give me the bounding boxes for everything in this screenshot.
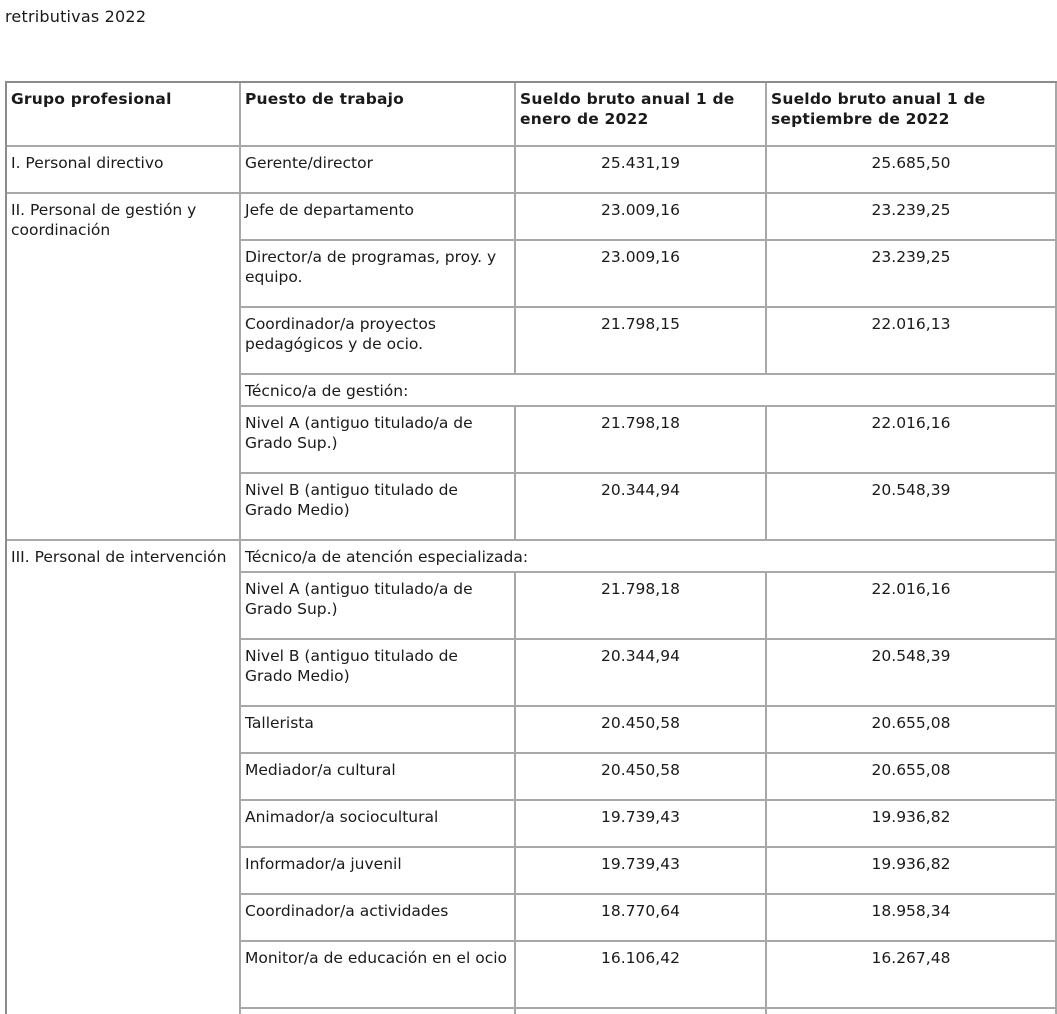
- cutoff-cell: [767, 1009, 1057, 1014]
- header-salary-january: Sueldo bruto anual 1 de enero de 2022: [516, 83, 767, 147]
- group-cell: I. Personal directivo: [7, 147, 241, 194]
- table-row: [7, 147, 1057, 194]
- job-cell: Mediador/a cultural: [241, 754, 516, 801]
- salary-january-cell: 21.798,15: [516, 308, 767, 375]
- job-cell: Tallerista: [241, 707, 516, 754]
- salary-september-cell: 20.548,39: [767, 640, 1057, 707]
- header-group: Grupo profesional: [7, 83, 241, 147]
- group-cell: III. Personal de intervención: [7, 541, 241, 1014]
- header-row: [7, 83, 1057, 147]
- salary-january-cell: 16.106,42: [516, 942, 767, 1009]
- table-row: [7, 194, 1057, 241]
- subheading-row: [7, 541, 1057, 573]
- subheading-cell: Técnico/a de atención especializada:: [241, 541, 1057, 573]
- job-cell: Monitor/a de educación en el ocio: [241, 942, 516, 1009]
- salary-september-cell: 23.239,25: [767, 194, 1057, 241]
- salary-january-cell: 23.009,16: [516, 241, 767, 308]
- job-cell: Informador/a juvenil: [241, 848, 516, 895]
- salary-september-cell: 20.548,39: [767, 474, 1057, 541]
- salary-january-cell: 21.798,18: [516, 573, 767, 640]
- job-cell: Coordinador/a proyectos pedagógicos y de ocio.: [241, 308, 516, 375]
- salary-september-cell: 19.936,82: [767, 801, 1057, 848]
- header-salary-september: Sueldo bruto anual 1 de septiembre de 2022: [767, 83, 1057, 147]
- salary-september-cell: 18.958,34: [767, 895, 1057, 942]
- job-cell: Jefe de departamento: [241, 194, 516, 241]
- header-job: Puesto de trabajo: [241, 83, 516, 147]
- job-cell: Nivel B (antiguo titulado de Grado Medio): [241, 474, 516, 541]
- salary-january-cell: 19.739,43: [516, 848, 767, 895]
- cutoff-cell: [241, 1009, 516, 1014]
- salary-january-cell: 18.770,64: [516, 895, 767, 942]
- job-cell: Animador/a sociocultural: [241, 801, 516, 848]
- salary-september-cell: 20.655,08: [767, 707, 1057, 754]
- salary-september-cell: 20.655,08: [767, 754, 1057, 801]
- job-cell: Nivel B (antiguo titulado de Grado Medio): [241, 640, 516, 707]
- salary-january-cell: 21.798,18: [516, 407, 767, 474]
- salary-table: [5, 81, 1057, 1014]
- job-cell: Gerente/director: [241, 147, 516, 194]
- salary-january-cell: 19.739,43: [516, 801, 767, 848]
- job-cell: Nivel A (antiguo titulado/a de Grado Sup.): [241, 407, 516, 474]
- cutoff-cell: [516, 1009, 767, 1014]
- salary-september-cell: 22.016,13: [767, 308, 1057, 375]
- salary-january-cell: 20.344,94: [516, 640, 767, 707]
- subheading-cell: Técnico/a de gestión:: [241, 375, 1057, 407]
- salary-january-cell: 25.431,19: [516, 147, 767, 194]
- page-heading: retributivas 2022: [5, 7, 147, 26]
- salary-january-cell: 23.009,16: [516, 194, 767, 241]
- salary-september-cell: 22.016,16: [767, 573, 1057, 640]
- salary-september-cell: 25.685,50: [767, 147, 1057, 194]
- salary-september-cell: 19.936,82: [767, 848, 1057, 895]
- job-cell: Nivel A (antiguo titulado/a de Grado Sup.): [241, 573, 516, 640]
- salary-september-cell: 23.239,25: [767, 241, 1057, 308]
- salary-january-cell: 20.450,58: [516, 707, 767, 754]
- salary-september-cell: 16.267,48: [767, 942, 1057, 1009]
- salary-january-cell: 20.450,58: [516, 754, 767, 801]
- job-cell: Coordinador/a actividades: [241, 895, 516, 942]
- job-cell: Director/a de programas, proy. y equipo.: [241, 241, 516, 308]
- salary-september-cell: 22.016,16: [767, 407, 1057, 474]
- group-cell: II. Personal de gestión y coordinación: [7, 194, 241, 541]
- salary-january-cell: 20.344,94: [516, 474, 767, 541]
